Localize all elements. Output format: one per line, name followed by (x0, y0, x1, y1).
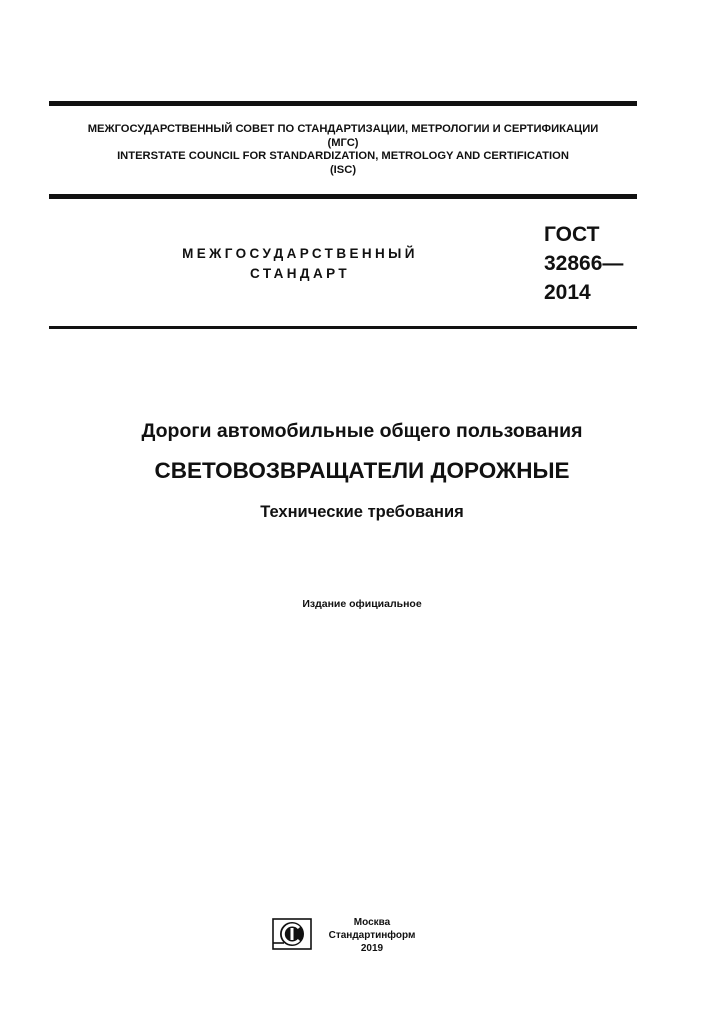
standard-designation (544, 220, 623, 307)
publisher-block (318, 916, 426, 955)
standard-type-line2: СТАНДАРТ (250, 266, 350, 281)
middle-rule (49, 194, 637, 199)
designation-number: 32866— (544, 252, 624, 275)
lower-rule (49, 326, 637, 329)
top-rule (49, 101, 637, 106)
publisher-name: Стандартинформ (328, 930, 416, 941)
title-line3: Технические требования (260, 503, 464, 521)
council-name-ru: МЕЖГОСУДАРСТВЕННЫЙ СОВЕТ ПО СТАНДАРТИЗАЦИИ, МЕТРОЛОГИИ И СЕРТИФИКАЦИИ (87, 123, 599, 135)
standard-type (160, 244, 440, 284)
title-line1: Дороги автомобильные общего пользования (141, 420, 583, 442)
publisher-city: Москва (353, 917, 391, 928)
designation-prefix: ГОСТ (544, 223, 600, 246)
designation-year: 2014 (544, 281, 591, 304)
standartinform-logo-icon (272, 918, 312, 950)
publisher-year: 2019 (360, 943, 384, 954)
council-name-en: INTERSTATE COUNCIL FOR STANDARDIZATION, METROLOGY AND CERTIFICATION (117, 150, 569, 163)
standard-type-line1: МЕЖГОСУДАРСТВЕННЫЙ (182, 246, 418, 261)
council-abbr-en: (ISC) (329, 163, 357, 176)
council-abbr-ru: (МГС) (327, 136, 359, 149)
edition-note: Издание официальное (302, 598, 422, 610)
title-line2: СВЕТОВОЗВРАЩАТЕЛИ ДОРОЖНЫЕ (154, 458, 570, 483)
council-header (49, 123, 637, 177)
